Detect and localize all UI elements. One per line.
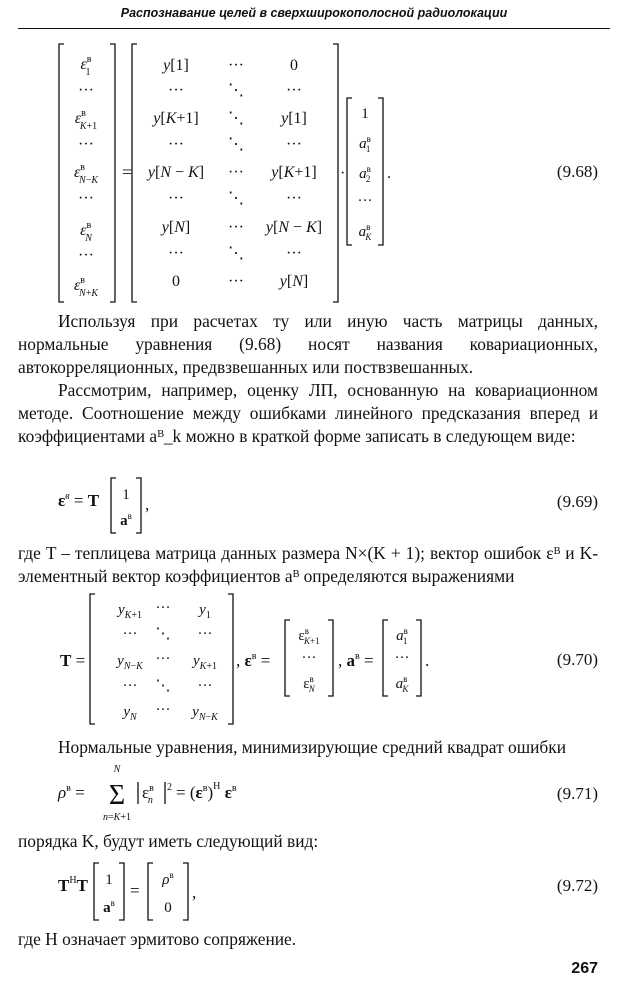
- svg-text:aв1: $a^в$ 1: [396, 626, 408, 646]
- running-header: Распознавание целей в сверхширокополосной радиолокации: [120, 6, 508, 20]
- svg-text:aвK: $a^в$ K: [395, 674, 409, 694]
- svg-text:·: ·: [340, 165, 346, 182]
- svg-text:T =: T =: [60, 651, 86, 670]
- eq970-number: (9.70): [556, 650, 598, 669]
- svg-text:aв2: $a^в$ 2: [359, 164, 371, 184]
- svg-text:THT: $T^HT$: [58, 875, 88, 895]
- page-number: 267: [571, 960, 598, 977]
- equation-9-69: [0, 470, 300, 540]
- svg-text:aв: $a^в$: [120, 511, 132, 529]
- svg-text:2: 2: [167, 782, 172, 793]
- svg-text:···: ···: [197, 626, 213, 642]
- svg-text:ρв: $\rho^в$: [162, 870, 174, 888]
- paragraph-4: Нормальные уравнения, минимизирующие средний квадрат ошибки: [58, 737, 567, 757]
- svg-text:1: 1: [361, 106, 369, 122]
- svg-text:···: ···: [394, 650, 410, 666]
- eq969-number: (9.69): [556, 492, 598, 511]
- svg-text:···: ···: [357, 193, 373, 209]
- svg-text:=: =: [122, 162, 133, 182]
- svg-text:0: 0: [290, 57, 298, 74]
- equation-9-70: [0, 590, 460, 730]
- eq972-number: (9.72): [556, 876, 598, 895]
- svg-text:=: =: [130, 881, 140, 900]
- svg-text:⋱: ⋱: [228, 136, 244, 153]
- svg-text:, aв =: , $a^в$ =: [338, 651, 374, 670]
- eq968-coef-vector: [347, 98, 383, 245]
- equation-9-71: [0, 762, 300, 826]
- svg-text:εвK+1: $\varepsilon^в$ K+1: [74, 108, 98, 132]
- svg-text:···: ···: [228, 219, 244, 236]
- svg-text:= (εв)H εв: = $(\varepsilon^в)^H$ $\varepsilon^в$: [176, 781, 237, 802]
- eq968-epsilon-vector: [59, 44, 115, 302]
- svg-text:⋱: ⋱: [228, 190, 244, 207]
- svg-text:εвK+1: $\varepsilon^в$ K+1: [298, 626, 320, 646]
- svg-text:yN−K: $y_{N-K}$: [117, 653, 143, 672]
- svg-text:y[1]: y[1]: [163, 57, 189, 74]
- svg-text:···: ···: [197, 678, 213, 694]
- svg-text:···: ···: [286, 190, 302, 207]
- svg-text:N: N: [113, 764, 121, 775]
- svg-text:.: .: [425, 651, 430, 670]
- svg-text:···: ···: [168, 190, 184, 207]
- svg-text:εвn: $\varepsilon^в$ n: [142, 783, 154, 806]
- svg-text:y[N − K]: y[N − K]: [265, 219, 323, 236]
- svg-text:aв1: $a^в$ 1: [359, 134, 371, 154]
- svg-text:···: ···: [78, 136, 94, 153]
- svg-text:···: ···: [168, 245, 184, 262]
- svg-text:···: ···: [122, 678, 138, 694]
- svg-text:yK+1: $y_{K+1}$: [193, 653, 217, 672]
- equation-9-68: [0, 0, 628, 310]
- svg-text:y[K+1]: y[K+1]: [153, 110, 199, 127]
- svg-text:.: .: [387, 165, 391, 182]
- svg-text:⋱: ⋱: [228, 245, 244, 262]
- svg-text:εв1: $\varepsilon^в$ 1: [80, 54, 92, 78]
- svg-text:y[N]: y[N]: [161, 219, 191, 236]
- eq971-number: (9.71): [556, 784, 598, 803]
- svg-text:···: ···: [155, 702, 171, 718]
- svg-text:1: 1: [122, 487, 130, 503]
- svg-text:y[K+1]: y[K+1]: [271, 164, 317, 181]
- svg-text:⋱: ⋱: [155, 626, 171, 642]
- svg-text:⋱: ⋱: [228, 82, 244, 99]
- svg-text:n=K+1: n=K+1: [103, 812, 131, 823]
- svg-text:yN: $y_N$: [123, 704, 137, 723]
- svg-text:εвN: $\varepsilon^в$ N: [80, 220, 92, 244]
- svg-text:1: 1: [105, 872, 113, 888]
- svg-text:εвN−K: $\varepsilon^в$ N−K: [73, 162, 99, 186]
- eq968-number: (9.68): [556, 162, 598, 181]
- svg-text:εвN+K: $\varepsilon^в$ N+K: [73, 275, 99, 299]
- svg-text:···: ···: [78, 82, 94, 99]
- paragraph-5: порядка K, будут иметь следующий вид:: [18, 831, 319, 851]
- svg-text:···: ···: [168, 82, 184, 99]
- svg-text:0: 0: [164, 900, 172, 916]
- svg-text:···: ···: [168, 136, 184, 153]
- svg-text:···: ···: [122, 626, 138, 642]
- svg-text:···: ···: [228, 164, 244, 181]
- svg-text:···: ···: [228, 273, 244, 290]
- svg-text:,: ,: [192, 883, 197, 902]
- svg-text:⋱: ⋱: [228, 110, 244, 127]
- svg-text:,: ,: [145, 495, 150, 514]
- svg-text:εв = T: $\varepsilon^в = T$: [58, 491, 100, 510]
- svg-text:···: ···: [301, 650, 317, 666]
- svg-text:ρв =: $\rho^в$ =: [58, 783, 85, 802]
- svg-text:εвN: $\varepsilon^в$ N: [303, 674, 315, 694]
- paragraph-6: где H означает эрмитово сопряжение.: [18, 929, 297, 949]
- svg-text:yK+1: $y_{K+1}$: [118, 602, 142, 621]
- svg-text:aвK: $a^в$ K: [358, 222, 372, 242]
- equation-9-72: [0, 858, 300, 924]
- svg-text:0: 0: [172, 273, 180, 290]
- svg-text:···: ···: [286, 245, 302, 262]
- svg-text:, εв =: , $\varepsilon^в$ =: [236, 651, 271, 670]
- svg-text:···: ···: [78, 247, 94, 264]
- svg-text:Σ: Σ: [108, 780, 126, 811]
- svg-text:···: ···: [286, 136, 302, 153]
- svg-text:y[1]: y[1]: [281, 110, 307, 127]
- paragraph-1: Используя при расчетах ту или иную часть матрицы данных, нормальные уравнения (9.68) носят названия ковариационных, автокорреляционных, предвзвешанных или поствзвешанных.: [18, 311, 598, 377]
- eq968-data-matrix: [132, 44, 338, 302]
- svg-text:y[N − K]: y[N − K]: [147, 164, 205, 181]
- svg-text:y1: $y_1$: [199, 602, 211, 621]
- svg-text:···: ···: [78, 190, 94, 207]
- svg-text:⋱: ⋱: [155, 678, 171, 694]
- svg-text:···: ···: [155, 651, 171, 667]
- paragraph-3: где T – теплицева матрица данных размера N×(K + 1); вектор ошибок εᴮ и K-элементный вектор коэффициентов aᴮ определяются выражениями: [18, 543, 598, 586]
- svg-text:···: ···: [155, 600, 171, 616]
- paragraph-2: Рассмотрим, например, оценку ЛП, основанную на ковариационном методе. Соотношение между ошибками линейного предсказания вперед и коэффициентами aᴮ_k можно в краткой форме записать в следующем виде:: [18, 380, 598, 446]
- svg-text:aв: $a^в$: [103, 898, 115, 916]
- svg-text:y[N]: y[N]: [279, 273, 309, 290]
- svg-text:···: ···: [286, 82, 302, 99]
- svg-text:yN−K: $y_{N-K}$: [192, 704, 218, 723]
- svg-text:···: ···: [228, 57, 244, 74]
